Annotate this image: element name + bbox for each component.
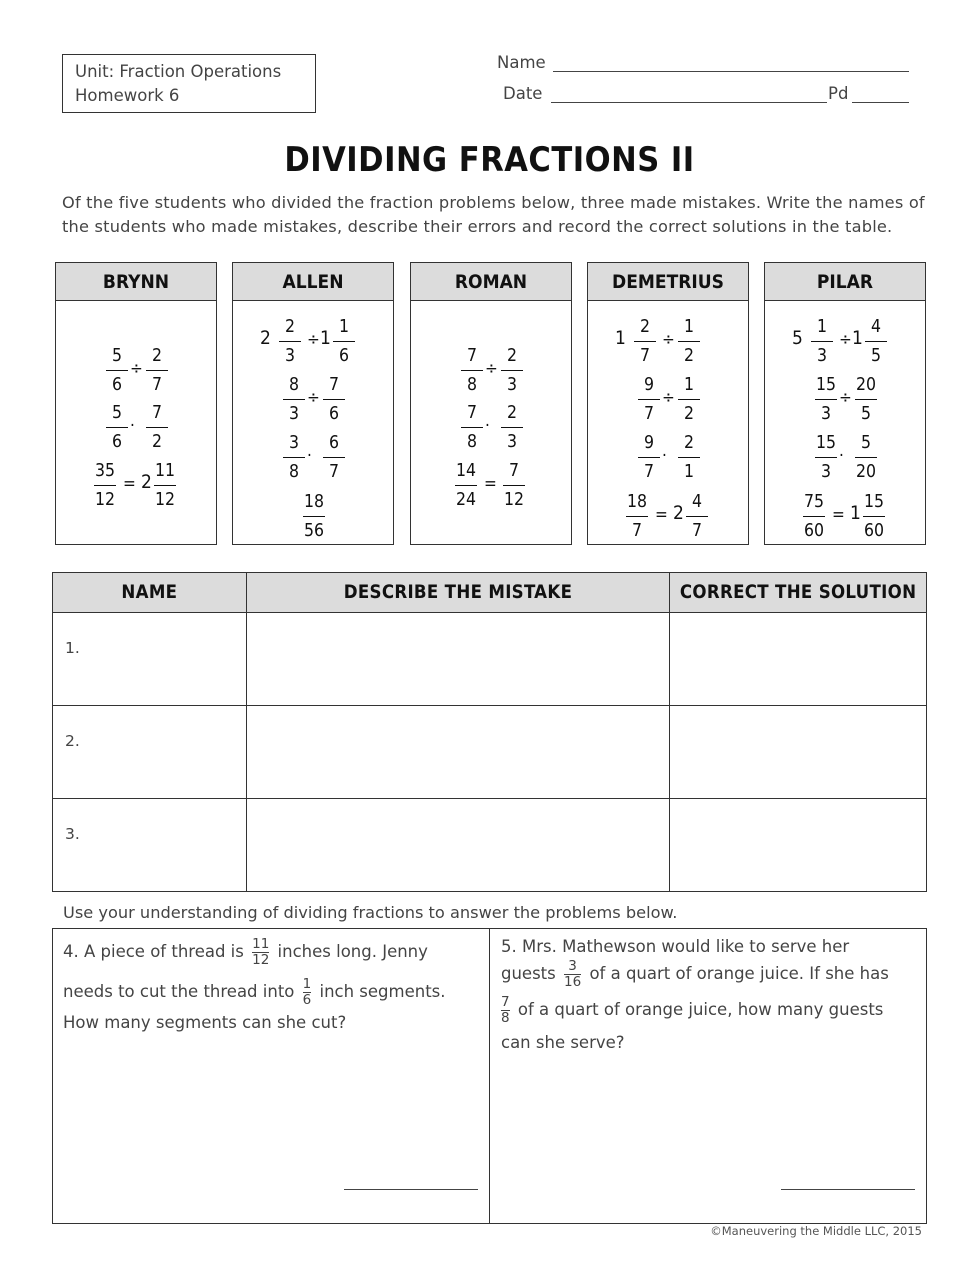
table-row (53, 799, 927, 892)
numerator: 5 (860, 433, 871, 453)
numerator: 15 (863, 492, 885, 512)
fraction-bar (638, 457, 660, 458)
period-label: Pd (828, 84, 849, 103)
fraction (460, 343, 484, 398)
fraction (105, 400, 129, 455)
denominator: 6 (111, 375, 122, 395)
problem-5-fraction-1 (564, 959, 581, 990)
fraction-bar (146, 427, 168, 428)
student-work (765, 263, 927, 546)
denominator: 7 (643, 404, 654, 424)
numerator: 7 (508, 461, 519, 481)
whole-number: 1 (850, 502, 861, 524)
numerator: 75 (803, 492, 825, 512)
problem-5-text-3: of a quart of orange juice. If she has (589, 964, 889, 983)
numerator: 7 (151, 403, 162, 423)
divide-sign: ÷ (485, 359, 498, 379)
multiply-sign: · (662, 446, 667, 466)
denominator: 5 (860, 404, 871, 424)
denominator: 3 (506, 432, 517, 452)
fraction-bar (501, 427, 523, 428)
date-field[interactable] (551, 101, 827, 103)
student-card-roman (410, 262, 572, 545)
numerator: 18 (303, 492, 325, 512)
fraction (810, 314, 834, 369)
denominator: 3 (288, 404, 299, 424)
denominator: 6 (111, 432, 122, 452)
whole-number: 5 (792, 327, 803, 349)
whole-number: 1 (320, 327, 331, 349)
fraction (460, 400, 484, 455)
numerator: 15 (815, 433, 837, 453)
student-name: ROMAN (411, 263, 571, 301)
row-number[interactable]: 1. (53, 613, 247, 706)
fraction (854, 430, 878, 485)
unit-info-box (62, 54, 316, 113)
problem-5-text-4: of a quart of orange juice, how many guests (517, 1000, 884, 1019)
fraction-bar (106, 427, 128, 428)
row-number[interactable]: 2. (53, 706, 247, 799)
homework-label: Homework 6 (75, 86, 180, 105)
denominator: 8 (466, 432, 477, 452)
denominator: 7 (691, 521, 702, 541)
fraction (332, 314, 356, 369)
numerator: 1 (338, 317, 349, 337)
fraction (633, 314, 657, 369)
numerator: 18 (626, 492, 648, 512)
numerator: 2 (683, 433, 694, 453)
mistake-cell[interactable] (246, 613, 669, 706)
fraction (500, 400, 524, 455)
fraction-bar (461, 370, 483, 371)
problem-4-answer-line[interactable] (344, 1189, 478, 1190)
numerator: 7 (466, 346, 477, 366)
fraction (282, 372, 306, 427)
fraction-bar (503, 485, 525, 486)
denominator: 1 (683, 462, 694, 482)
equals-sign: = (832, 505, 845, 525)
name-label: Name (497, 53, 546, 72)
denominator: 12 (94, 490, 116, 510)
numerator: 5 (111, 346, 122, 366)
fraction (637, 430, 661, 485)
fraction-bar (626, 516, 648, 517)
denominator: 24 (455, 490, 477, 510)
whole-number: 2 (141, 471, 152, 493)
divide-sign: ÷ (839, 330, 852, 350)
fraction (677, 314, 701, 369)
fraction (814, 372, 838, 427)
fraction-bar (283, 457, 305, 458)
name-column-header: NAME (53, 573, 247, 613)
fraction-bar (686, 516, 708, 517)
denominator: 8 (288, 462, 299, 482)
numerator: 9 (643, 433, 654, 453)
result-fraction (93, 458, 117, 513)
fraction (105, 343, 129, 398)
denominator: 7 (328, 462, 339, 482)
numerator: 9 (643, 375, 654, 395)
solution-cell[interactable] (670, 799, 927, 892)
student-card-allen (232, 262, 394, 545)
denominator: 12 (252, 952, 270, 968)
correct-column-header: CORRECT THE SOLUTION (670, 573, 927, 613)
numerator: 1 (683, 375, 694, 395)
fraction (677, 430, 701, 485)
student-work (233, 263, 395, 546)
divide-sign: ÷ (307, 330, 320, 350)
numerator: 3 (568, 958, 577, 974)
period-field[interactable] (852, 101, 909, 103)
multiply-sign: · (485, 416, 490, 436)
numerator: 4 (870, 317, 881, 337)
student-name: DEMETRIUS (588, 263, 748, 301)
mistake-cell[interactable] (246, 706, 669, 799)
multiply-sign: · (307, 446, 312, 466)
fraction (500, 343, 524, 398)
problem-5-text-5: can she serve? (501, 1033, 625, 1052)
fraction-bar (678, 457, 700, 458)
numerator: 7 (501, 994, 510, 1010)
denominator: 7 (631, 521, 642, 541)
student-work (56, 263, 218, 546)
fraction-bar (106, 370, 128, 371)
multiply-sign: · (130, 416, 135, 436)
fraction (864, 314, 888, 369)
fraction (145, 343, 169, 398)
numerator: 1 (816, 317, 827, 337)
denominator: 8 (501, 1010, 510, 1026)
fraction-bar (333, 341, 355, 342)
fraction-bar (865, 341, 887, 342)
problem-4-text-4: inch segments. (319, 982, 446, 1001)
fraction-bar (638, 399, 660, 400)
numerator: 1 (683, 317, 694, 337)
problem-4-text-3: needs to cut the thread into (63, 982, 295, 1001)
result-fraction (454, 458, 478, 513)
student-card-demetrius (587, 262, 749, 545)
numerator: 35 (94, 461, 116, 481)
fraction (145, 400, 169, 455)
denominator: 12 (503, 490, 525, 510)
fraction-bar (678, 341, 700, 342)
denominator: 3 (506, 375, 517, 395)
equals-sign: = (484, 474, 497, 494)
fraction (854, 372, 878, 427)
numerator: 2 (639, 317, 650, 337)
denominator: 2 (683, 346, 694, 366)
denominator: 56 (303, 521, 325, 541)
denominator: 7 (151, 375, 162, 395)
denominator: 3 (816, 346, 827, 366)
denominator: 6 (328, 404, 339, 424)
student-name: ALLEN (233, 263, 393, 301)
problem-4 (63, 929, 483, 1223)
denominator: 12 (154, 490, 176, 510)
problem-5-answer-line[interactable] (781, 1189, 915, 1190)
denominator: 60 (863, 521, 885, 541)
equals-sign: = (123, 474, 136, 494)
numerator: 7 (466, 403, 477, 423)
fraction-bar (863, 516, 885, 517)
fraction-bar (323, 399, 345, 400)
fraction (322, 430, 346, 485)
table-row (53, 706, 927, 799)
numerator: 4 (691, 492, 702, 512)
student-name: BRYNN (56, 263, 216, 301)
equals-sign: = (655, 505, 668, 525)
fraction (677, 372, 701, 427)
fraction (637, 372, 661, 427)
problem-4-text-5: How many segments can she cut? (63, 1013, 347, 1032)
fraction (282, 430, 306, 485)
word-problems-box (52, 928, 927, 1224)
row-number[interactable]: 3. (53, 799, 247, 892)
fraction-bar (815, 399, 837, 400)
numerator: 11 (252, 936, 270, 952)
fraction-bar (855, 457, 877, 458)
numerator: 2 (151, 346, 162, 366)
mistakes-table (52, 572, 927, 892)
student-work (411, 263, 573, 546)
numerator: 14 (455, 461, 477, 481)
student-work (588, 263, 750, 546)
student-name: PILAR (765, 263, 925, 301)
fraction-bar (634, 341, 656, 342)
numerator: 20 (855, 375, 877, 395)
denominator: 60 (803, 521, 825, 541)
problem-5-fraction-2 (501, 995, 510, 1026)
denominator: 2 (683, 404, 694, 424)
multiply-sign: · (839, 446, 844, 466)
problem-5-text-2: guests (501, 964, 556, 983)
fraction-bar (461, 427, 483, 428)
problem-4-text-2: inches long. Jenny (277, 942, 428, 961)
fraction-bar (279, 341, 301, 342)
denominator: 7 (639, 346, 650, 366)
divide-sign: ÷ (307, 388, 320, 408)
numerator: 15 (815, 375, 837, 395)
mistake-cell[interactable] (246, 799, 669, 892)
instructions-paragraph: Of the five students who divided the fraction problems below, three made mistakes. Write the names of the students who made mistakes, describe their errors and record the correct solutions in the table. (62, 193, 925, 236)
fraction-bar (323, 457, 345, 458)
problem-divider (489, 929, 490, 1223)
word-problems-instructions: Use your understanding of dividing fractions to answer the problems below. (63, 903, 678, 922)
result-fraction (625, 489, 649, 544)
fraction-bar (455, 485, 477, 486)
describe-column-header: DESCRIBE THE MISTAKE (246, 573, 669, 613)
result-fraction (502, 458, 526, 513)
denominator: 3 (820, 462, 831, 482)
fraction-bar (803, 516, 825, 517)
problem-4-fraction-1 (252, 937, 269, 968)
divide-sign: ÷ (130, 359, 143, 379)
denominator: 5 (870, 346, 881, 366)
fraction-bar (94, 485, 116, 486)
fraction-bar (283, 399, 305, 400)
result-fraction (153, 458, 177, 513)
fraction-bar (678, 399, 700, 400)
denominator: 20 (855, 462, 877, 482)
student-card-brynn (55, 262, 217, 545)
unit-label: Unit: Fraction Operations (75, 62, 282, 81)
fraction-bar (154, 485, 176, 486)
fraction-bar (855, 399, 877, 400)
result-fraction (685, 489, 709, 544)
divide-sign: ÷ (662, 388, 675, 408)
divide-sign: ÷ (662, 330, 675, 350)
numerator: 6 (328, 433, 339, 453)
numerator: 7 (328, 375, 339, 395)
copyright-notice: ©Maneuvering the Middle LLC, 2015 (710, 1224, 922, 1238)
numerator: 3 (288, 433, 299, 453)
fraction (322, 372, 346, 427)
fraction-bar (303, 516, 325, 517)
denominator: 7 (643, 462, 654, 482)
fraction-bar (501, 370, 523, 371)
problem-4-text-1: 4. A piece of thread is (63, 942, 244, 961)
denominator: 8 (466, 375, 477, 395)
result-fraction (862, 489, 886, 544)
fraction-bar (811, 341, 833, 342)
whole-number: 2 (673, 502, 684, 524)
problem-5-text-1: 5. Mrs. Mathewson would like to serve her (501, 937, 850, 956)
table-row (53, 613, 927, 706)
numerator: 2 (506, 346, 517, 366)
numerator: 2 (506, 403, 517, 423)
denominator: 6 (302, 992, 312, 1008)
fraction (278, 314, 302, 369)
result-fraction (802, 489, 826, 544)
problem-5 (501, 929, 921, 1223)
solution-cell[interactable] (670, 706, 927, 799)
page-title: DIVIDING FRACTIONS II (284, 140, 695, 180)
whole-number: 1 (615, 327, 626, 349)
student-card-pilar (764, 262, 926, 545)
denominator: 3 (820, 404, 831, 424)
denominator: 3 (284, 346, 295, 366)
result-fraction (302, 489, 326, 544)
name-field[interactable] (553, 70, 909, 72)
solution-cell[interactable] (670, 613, 927, 706)
divide-sign: ÷ (839, 388, 852, 408)
fraction (814, 430, 838, 485)
denominator: 2 (151, 432, 162, 452)
numerator: 5 (111, 403, 122, 423)
denominator: 16 (564, 974, 582, 990)
whole-number: 1 (852, 327, 863, 349)
fraction-bar (146, 370, 168, 371)
denominator: 6 (338, 346, 349, 366)
date-label: Date (503, 84, 543, 103)
numerator: 8 (288, 375, 299, 395)
fraction-bar (815, 457, 837, 458)
whole-number: 2 (260, 327, 271, 349)
numerator: 1 (302, 976, 312, 992)
problem-4-fraction-2 (303, 977, 312, 1008)
numerator: 2 (284, 317, 295, 337)
numerator: 11 (154, 461, 176, 481)
